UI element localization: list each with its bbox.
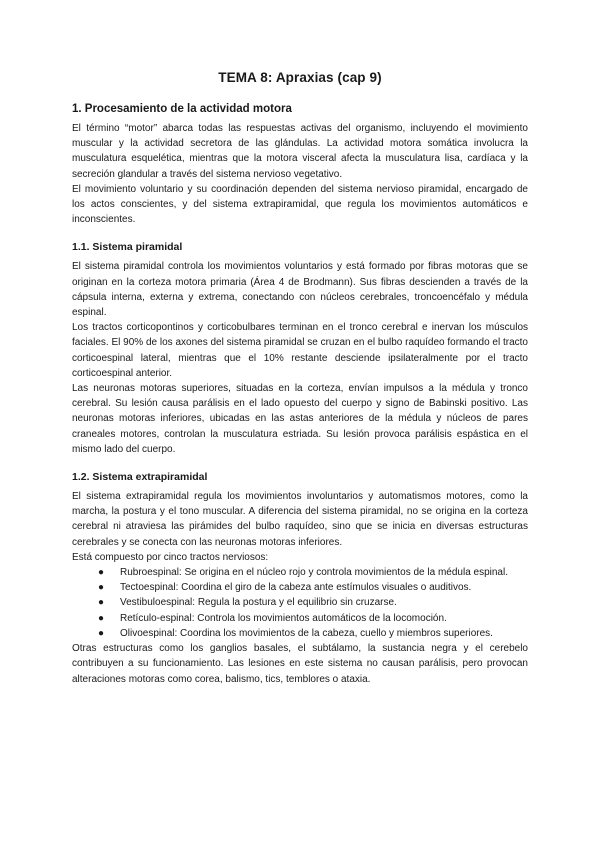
list-item (98, 565, 528, 580)
bullet-icon: ● (98, 567, 105, 579)
list-item-text: Vestibuloespinal: Regula la postura y el equilibrio sin cruzarse. (120, 597, 397, 609)
section-1-1-paragraph: El sistema piramidal controla los movimientos voluntarios y está formado por fibras motoras que se originan en la corteza motora primaria (Área 4 de Brodmann). Sus fibras descienden a través de la cápsula interna, externa y extrema, conectando con núcleos cerebrales, troncoencéfalo y médula espinal. (72, 261, 528, 319)
list-item-text: Olivoespinal: Coordina los movimientos de la cabeza, cuello y miembros superiores. (120, 627, 493, 639)
section-1-2-paragraph: Está compuesto por cinco tractos nerviosos: (72, 551, 269, 563)
section-1-paragraph: El término “motor” abarca todas las respuestas activas del organismo, incluyendo el movimiento muscular y la actividad secretora de las glándulas. La actividad motora somática involucra la musculatura esquelética, mientras que la motora visceral afecta la musculatura lisa, cardíaca y la secreción glandular a través del sistema nervioso vegetativo. (72, 123, 528, 180)
list-item-text: Retículo-espinal: Controla los movimientos automáticos de la locomoción. (120, 612, 447, 624)
bullet-icon: ● (98, 627, 105, 639)
list-item (98, 580, 528, 595)
list-item-text: Rubroespinal: Se origina en el núcleo rojo y controla movimientos de la médula espinal. (120, 567, 508, 579)
section-1-heading: 1. Procesamiento de la actividad motora (72, 103, 292, 115)
section-1-paragraph: El movimiento voluntario y su coordinación dependen del sistema nervioso piramidal, encargado de los actos conscientes, y del sistema extrapiramidal, que regula los movimientos automáticos e inconscientes. (72, 183, 528, 226)
section-1-1-heading: 1.1. Sistema piramidal (72, 241, 183, 254)
tracts-list (72, 565, 528, 641)
list-item (98, 611, 528, 626)
document-title: TEMA 8: Apraxias (cap 9) (218, 70, 382, 85)
bullet-icon: ● (98, 612, 105, 624)
list-item (98, 626, 528, 641)
section-1-2-paragraph: El sistema extrapiramidal regula los movimientos involuntarios y automatismos motores, como la marcha, la postura y el tono muscular. A diferencia del sistema piramidal, no se origina en la corteza cerebral ni atraviesa las pirámides del bulbo raquídeo, sino que se inicia en diversas estructuras cerebrales y se conecta con las neuronas motoras inferiores. (72, 491, 528, 548)
list-item (98, 595, 528, 610)
list-item-text: Tectoespinal: Coordina el giro de la cabeza ante estímulos visuales o auditivos. (120, 582, 472, 594)
bullet-icon: ● (98, 597, 105, 609)
section-1-1-paragraph: Los tractos corticopontinos y corticobulbares terminan en el tronco cerebral e inervan los músculos faciales. El 90% de los axones del sistema piramidal se cruzan en el bulbo raquídeo formando el tracto corticoespinal lateral, mientras que el 10% restante desciende ipsilateralmente por el tracto corticoespinal anterior. (72, 322, 528, 379)
section-1-1-paragraph: Las neuronas motoras superiores, situadas en la corteza, envían impulsos a la médula y tronco cerebral. Su lesión causa parálisis en el lado opuesto del cuerpo y signo de Babinski positivo. Las neuronas motoras inferiores, ubicadas en las astas anteriores de la médula y núcleos de pares craneales motores, controlan la musculatura estriada. Su lesión provoca parálisis espástica en el mismo lado del cuerpo. (72, 383, 528, 455)
section-1-2-paragraph: Otras estructuras como los ganglios basales, el subtálamo, la sustancia negra y el cerebelo contribuyen a su funcionamiento. Las lesiones en este sistema no causan parálisis, pero provocan alteraciones motoras como corea, balismo, tics, temblores o ataxia. (72, 643, 528, 685)
bullet-icon: ● (98, 582, 105, 594)
document-content (72, 70, 528, 687)
section-1-2-heading: 1.2. Sistema extrapiramidal (72, 471, 208, 484)
